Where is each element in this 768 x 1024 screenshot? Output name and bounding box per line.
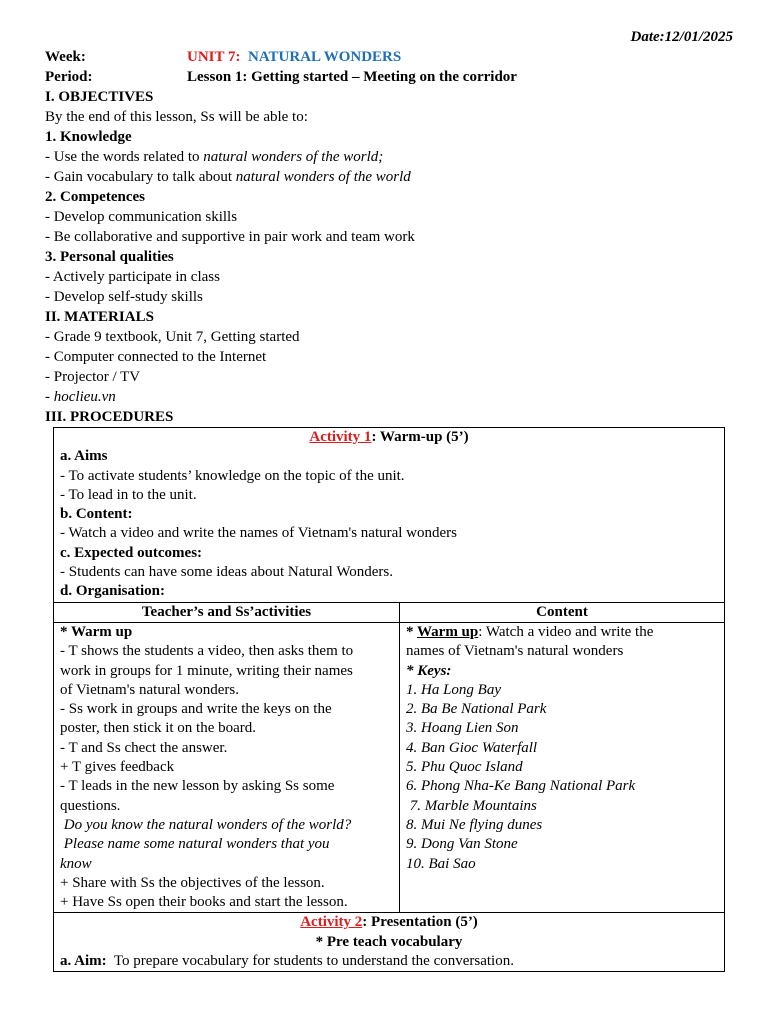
keys-heading: * Keys: [406, 662, 452, 679]
knowledge-item: - Use the words related to natural wonders of the world; [45, 149, 384, 165]
col-header-activities: Teacher’s and Ss’activities [54, 602, 400, 622]
activity-line: work in groups for 1 minute, writing their names [60, 662, 353, 679]
outcomes-heading: c. Expected outcomes: [60, 544, 203, 561]
activity2-aim: a. Aim: To prepare vocabulary for students to understand the conversation. [60, 953, 514, 970]
aim-item: - To activate students’ knowledge on the topic of the unit. [60, 467, 405, 484]
materials-heading: II. MATERIALS [45, 309, 154, 325]
key-item: 2. Ba Be National Park [406, 701, 547, 718]
activity-line: of Vietnam's natural wonders. [60, 681, 239, 698]
question-line: know [60, 855, 92, 872]
quality-item: - Develop self-study skills [45, 289, 203, 305]
competence-item: - Be collaborative and supportive in pair work and team work [45, 229, 415, 245]
col-header-content: Content [400, 602, 725, 622]
activity1-block [54, 428, 725, 603]
week-label: Week: [45, 49, 86, 65]
activity-line: - T leads in the new lesson by asking Ss some [60, 778, 335, 795]
activity2-block [54, 913, 725, 972]
procedures-table [53, 427, 725, 972]
knowledge-heading: 1. Knowledge [45, 129, 132, 145]
week-line [45, 47, 735, 67]
period-label: Period: [45, 69, 93, 85]
activity1-label: Activity 1 [309, 429, 372, 445]
question-line: Do you know the natural wonders of the world? [60, 816, 352, 833]
key-item: 6. Phong Nha-Ke Bang National Park [406, 778, 636, 795]
warmup-content-line: * Warm up: Watch a video and write the [406, 623, 654, 640]
activity-line: + Have Ss open their books and start the lesson. [60, 894, 348, 911]
activity2-label: Activity 2 [300, 914, 363, 931]
key-item: 9. Dong Van Stone [406, 836, 518, 853]
aims-heading: a. Aims [60, 448, 108, 465]
content-heading: b. Content: [60, 506, 133, 523]
activity-line: - T and Ss chect the answer. [60, 739, 228, 756]
question-line: Please name some natural wonders that you [60, 836, 330, 853]
activity2-subtitle: * Pre teach vocabulary [315, 933, 463, 950]
objectives-intro: By the end of this lesson, Ss will be able to: [45, 109, 308, 125]
content-cell [400, 622, 725, 912]
activities-cell [54, 622, 400, 912]
aim-item: - To lead in to the unit. [60, 486, 197, 503]
activity-line: + Share with Ss the objectives of the lesson. [60, 874, 325, 891]
organisation-heading: d. Organisation: [60, 583, 166, 600]
key-item: 8. Mui Ne flying dunes [406, 816, 543, 833]
outcomes-text: - Students can have some ideas about Natural Wonders. [60, 564, 394, 581]
key-item: 1. Ha Long Bay [406, 681, 501, 698]
competence-item: - Develop communication skills [45, 209, 238, 225]
warmup-heading: * Warm up [60, 623, 133, 640]
date-line: Date:12/01/2025 [630, 29, 733, 45]
material-item: - Grade 9 textbook, Unit 7, Getting started [45, 329, 300, 345]
material-item: - hoclieu.vn [45, 389, 116, 405]
quality-item: - Actively participate in class [45, 269, 220, 285]
key-item: 4. Ban Gioc Waterfall [406, 739, 538, 756]
objectives-heading: I. OBJECTIVES [45, 89, 154, 105]
content-text: - Watch a video and write the names of Vietnam's natural wonders [60, 525, 458, 542]
activity-line: - Ss work in groups and write the keys on the [60, 701, 332, 718]
key-item: 5. Phu Quoc Island [406, 759, 523, 776]
unit-number: UNIT 7: [187, 49, 241, 65]
activity-line: questions. [60, 797, 121, 814]
lesson-title: Lesson 1: Getting started – Meeting on the corridor [187, 69, 517, 85]
activity1-title: Activity 1: Warm-up (5’) [309, 429, 469, 445]
table-header-row [54, 602, 725, 622]
activity-line: + T gives feedback [60, 759, 175, 776]
key-item: 10. Bai Sao [406, 855, 476, 872]
warmup-row [54, 622, 725, 912]
knowledge-item: - Gain vocabulary to talk about natural wonders of the world [45, 169, 411, 185]
procedures-heading: III. PROCEDURES [45, 409, 174, 425]
key-item: 3. Hoang Lien Son [406, 720, 519, 737]
activity-line: - T shows the students a video, then asks them to [60, 643, 354, 660]
qualities-heading: 3. Personal qualities [45, 249, 174, 265]
lesson-plan-page [45, 27, 735, 972]
unit-name: NATURAL WONDERS [247, 49, 402, 65]
period-line [45, 67, 735, 87]
material-item: - Computer connected to the Internet [45, 349, 267, 365]
warmup-content-line: names of Vietnam's natural wonders [406, 643, 624, 660]
material-item: - Projector / TV [45, 369, 141, 385]
activity-line: poster, then stick it on the board. [60, 720, 257, 737]
key-item: 7. Marble Mountains [406, 797, 537, 814]
activity2-title: Activity 2: Presentation (5’) [300, 914, 478, 931]
competences-heading: 2. Competences [45, 189, 145, 205]
